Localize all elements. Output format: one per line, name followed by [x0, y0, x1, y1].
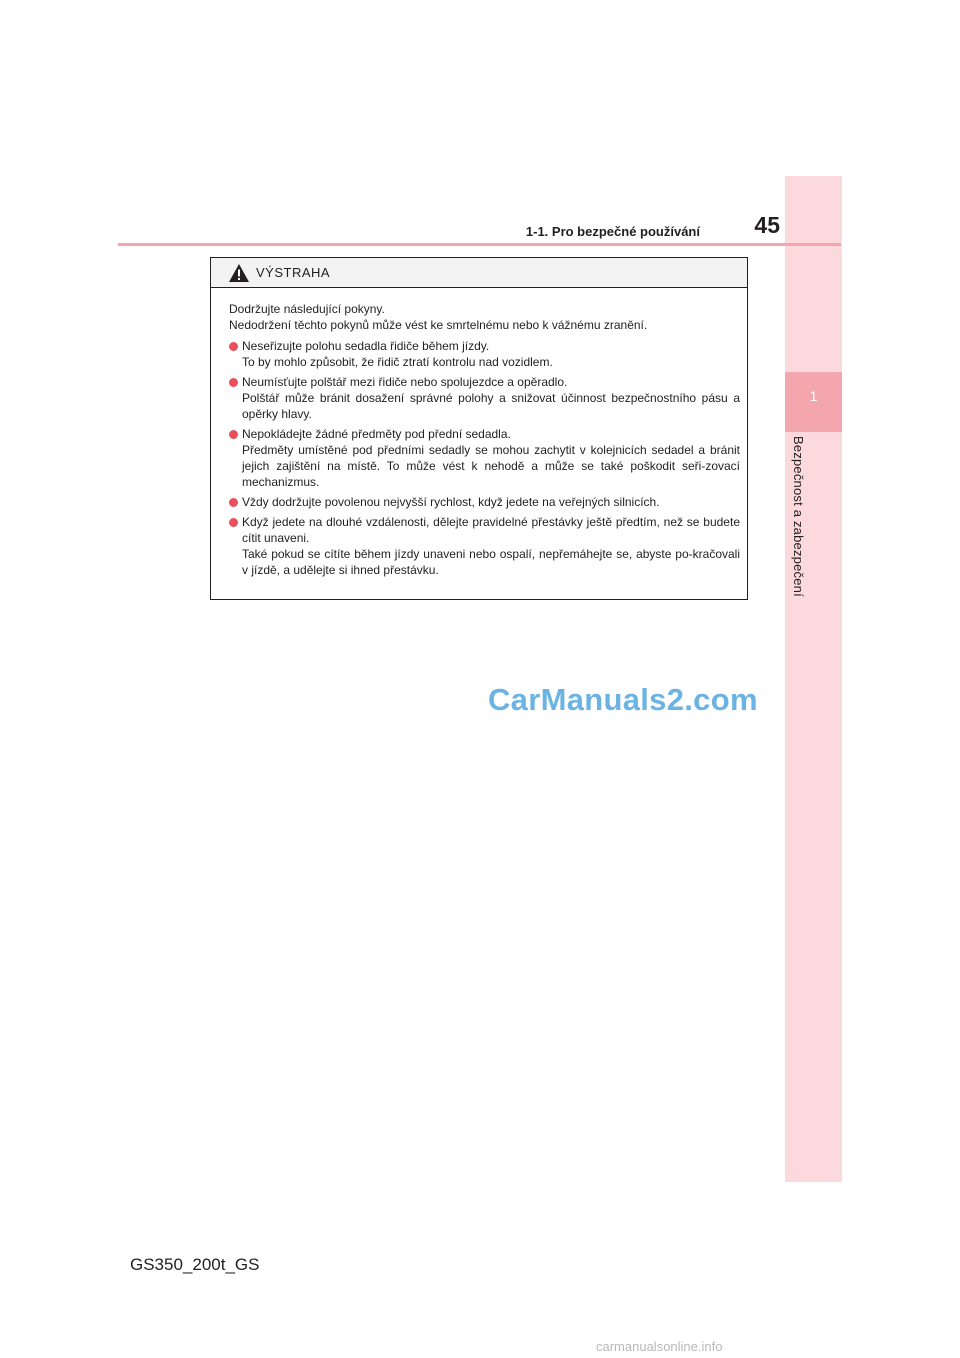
- warning-box: [210, 257, 748, 600]
- warning-item-detail: Polštář může bránit dosažení správné polohy a snižovat účinnost bezpečnostního pásu a opěrky hlavy.: [242, 391, 740, 421]
- warning-title: VÝSTRAHA: [256, 265, 331, 280]
- warning-item: [229, 514, 740, 578]
- footer-site-watermark: carmanualsonline.info: [596, 1339, 723, 1354]
- warning-item-lead: Nepokládejte žádné předměty pod přední sedadla.: [242, 427, 511, 441]
- warning-item-detail: To by mohlo způsobit, že řidič ztratí kontrolu nad vozidlem.: [242, 355, 553, 369]
- warning-triangle-icon: [228, 263, 250, 283]
- warning-item-lead: Neseřizujte polohu sedadla řidiče během jízdy.: [242, 339, 490, 353]
- bullet-dot-icon: [229, 430, 238, 439]
- intro-line: Dodržujte následující pokyny.: [229, 302, 385, 316]
- footer-model-code: GS350_200t_GS: [130, 1255, 260, 1274]
- warning-item-detail: Předměty umístěné pod předními sedadly se mohou zachytit v kolejnicích sedadel a bránit jejich zajištění na místě. To může vést k nehodě a může se také poškodit seři-zovací mechanizmus.: [242, 443, 740, 489]
- chapter-label: Bezpečnost a zabezpečení: [791, 436, 806, 597]
- header-rule: [118, 243, 841, 246]
- warning-item-lead: Neumísťujte polštář mezi řidiče nebo spolujezdce a opěradlo.: [242, 375, 568, 389]
- warning-item: [229, 494, 740, 510]
- page-number: 45: [754, 212, 780, 238]
- section-title: 1-1. Pro bezpečné používání: [525, 224, 700, 239]
- bullet-dot-icon: [229, 498, 238, 507]
- warning-item: [229, 338, 740, 370]
- warning-item-lead: Vždy dodržujte povolenou nejvyšší rychlost, když jedete na veřejných silnicích.: [242, 495, 660, 509]
- warning-item: [229, 426, 740, 490]
- bullet-dot-icon: [229, 342, 238, 351]
- warning-item-detail: Také pokud se cítíte během jízdy unaveni nebo ospalí, nepřemáhejte se, abyste po-kračovali v jízdě, a udělejte si ihned přestávku.: [242, 547, 740, 577]
- warning-header: [211, 258, 747, 288]
- warning-item: [229, 374, 740, 422]
- bullet-dot-icon: [229, 378, 238, 387]
- bullet-dot-icon: [229, 518, 238, 527]
- chapter-side-strip: [785, 176, 842, 1182]
- intro-line: Nedodržení těchto pokynů může vést ke smrtelnému nebo k vážnému zranění.: [229, 318, 648, 332]
- warning-item-lead: Když jedete na dlouhé vzdálenosti, dělejte pravidelné přestávky ještě předtím, než se budete cítit unaveni.: [242, 515, 740, 545]
- warning-body: [211, 288, 747, 578]
- warning-intro: [229, 301, 740, 333]
- watermark-logo: CarManuals2.com: [488, 682, 758, 717]
- chapter-number: 1: [809, 388, 818, 404]
